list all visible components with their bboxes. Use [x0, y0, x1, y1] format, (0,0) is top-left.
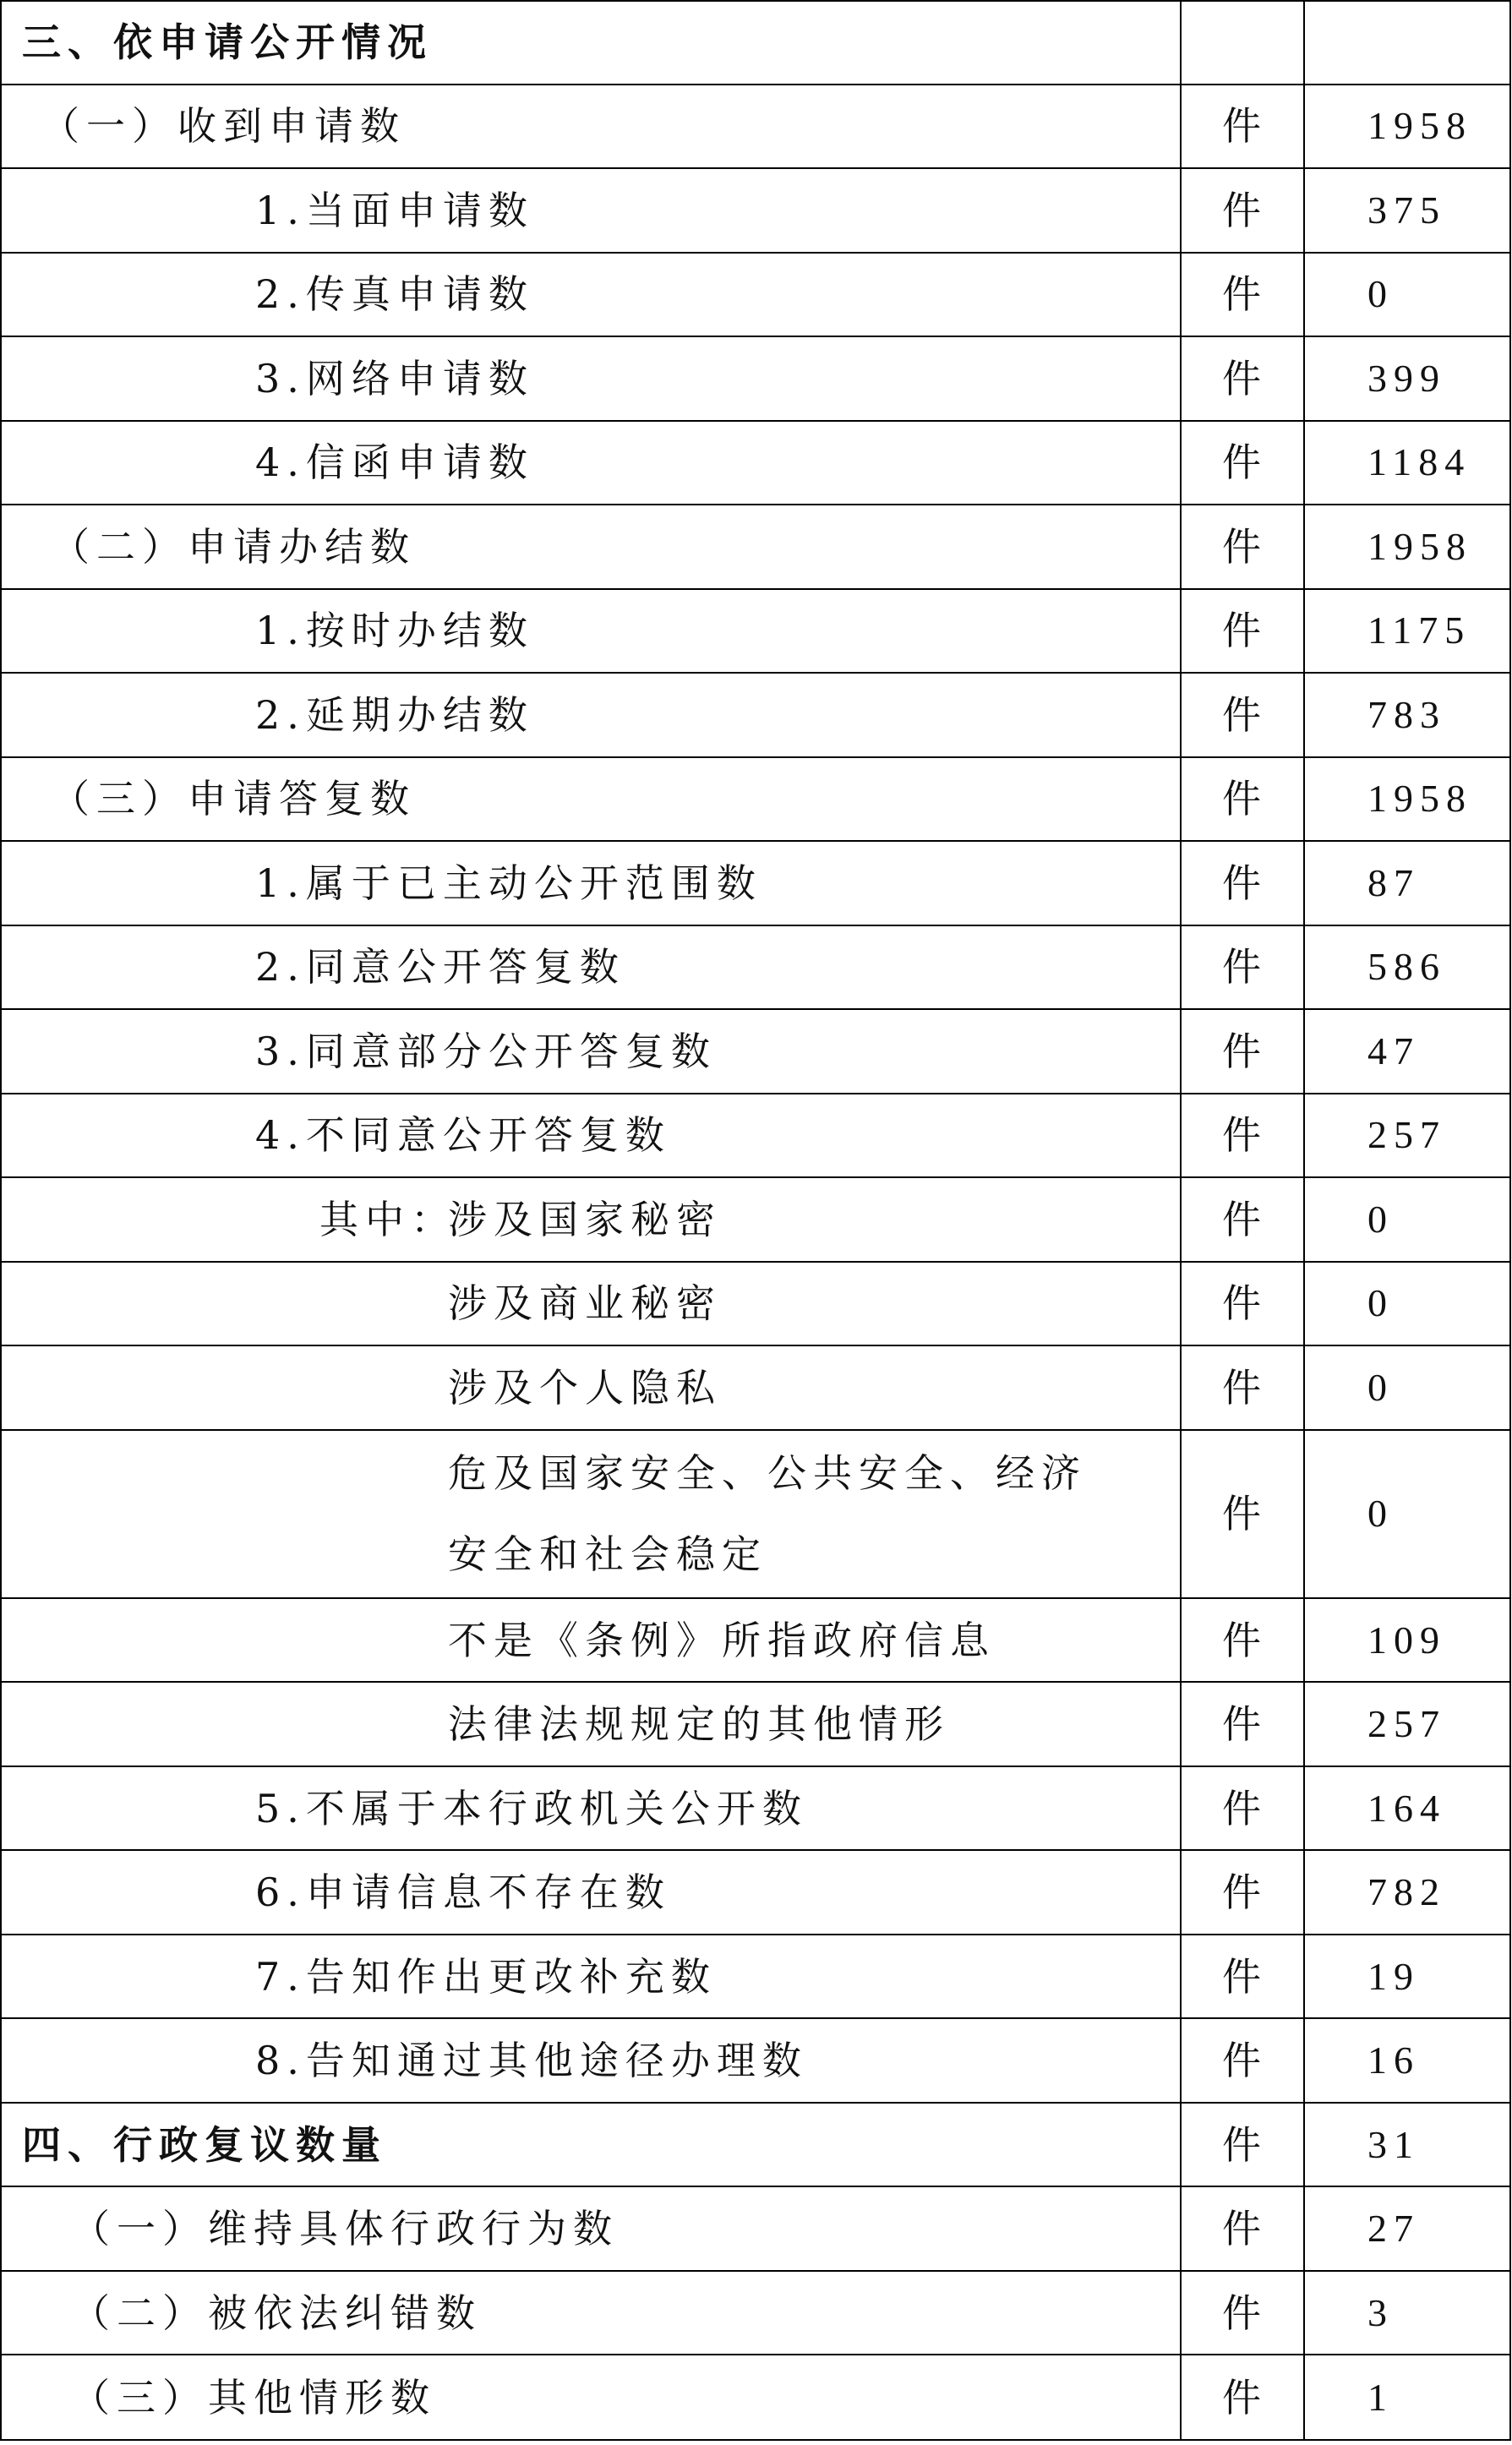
unit-cell: 件 — [1181, 2103, 1304, 2187]
row-prefix: 其中： — [319, 1196, 456, 1242]
table-row — [1, 841, 1510, 925]
value-cell: 0 — [1304, 1345, 1510, 1430]
unit-cell: 件 — [1181, 1009, 1304, 1094]
unit-cell: 件 — [1181, 1094, 1304, 1178]
value-cell: 375 — [1304, 168, 1510, 253]
unit-cell: 件 — [1181, 85, 1304, 169]
table-row — [1, 168, 1510, 253]
table-row — [1, 421, 1510, 505]
table-row — [1, 505, 1510, 589]
table-row — [1, 2103, 1510, 2187]
row-label: （三）其他情形数 — [1, 2355, 1181, 2440]
unit-cell: 件 — [1181, 336, 1304, 421]
unit-cell: 件 — [1181, 168, 1304, 253]
value-cell: 19 — [1304, 1935, 1510, 2019]
row-label: 1.按时办结数 — [1, 589, 1181, 674]
table-row — [1, 589, 1510, 674]
value-cell — [1304, 1, 1510, 85]
unit-cell: 件 — [1181, 1262, 1304, 1346]
unit-cell: 件 — [1181, 1850, 1304, 1935]
row-label: 1.属于已主动公开范围数 — [1, 841, 1181, 925]
table-row — [1, 336, 1510, 421]
row-label: 5.不属于本行政机关公开数 — [1, 1766, 1181, 1851]
unit-cell: 件 — [1181, 2018, 1304, 2103]
value-cell: 1175 — [1304, 589, 1510, 674]
section-title-application-disclosure: 三、依申请公开情况 — [1, 1, 1181, 85]
table-row — [1, 2355, 1510, 2440]
value-cell: 109 — [1304, 1598, 1510, 1683]
unit-cell: 件 — [1181, 253, 1304, 337]
row-label: （一）维持具体行政行为数 — [1, 2186, 1181, 2271]
row-label: （三）申请答复数 — [1, 757, 1181, 842]
unit-cell: 件 — [1181, 2355, 1304, 2440]
value-cell: 782 — [1304, 1850, 1510, 1935]
row-label: （一）收到申请数 — [1, 85, 1181, 169]
value-cell: 0 — [1304, 1430, 1510, 1598]
table-row — [1, 1177, 1510, 1262]
table-row — [1, 1766, 1510, 1851]
unit-cell: 件 — [1181, 1430, 1304, 1598]
table-row — [1, 1598, 1510, 1683]
section-title-admin-review: 四、行政复议数量 — [1, 2103, 1181, 2187]
value-cell: 1958 — [1304, 505, 1510, 589]
table-row — [1, 85, 1510, 169]
unit-cell: 件 — [1181, 421, 1304, 505]
table-row — [1, 1682, 1510, 1766]
value-cell: 1184 — [1304, 421, 1510, 505]
value-cell: 16 — [1304, 2018, 1510, 2103]
row-label: 8.告知通过其他途径办理数 — [1, 2018, 1181, 2103]
row-label: 3.同意部分公开答复数 — [1, 1009, 1181, 1094]
value-cell: 783 — [1304, 673, 1510, 757]
table-row — [1, 2271, 1510, 2355]
row-label: 危及国家安全、公共安全、经济安全和社会稳定 — [1, 1430, 1181, 1598]
table-row — [1, 1009, 1510, 1094]
row-label: 2.延期办结数 — [1, 673, 1181, 757]
value-cell: 1958 — [1304, 757, 1510, 842]
unit-cell: 件 — [1181, 1766, 1304, 1851]
value-cell: 0 — [1304, 253, 1510, 337]
value-cell: 1 — [1304, 2355, 1510, 2440]
unit-cell: 件 — [1181, 1177, 1304, 1262]
value-cell: 586 — [1304, 925, 1510, 1010]
row-label: 4.不同意公开答复数 — [1, 1094, 1181, 1178]
row-label: 2.传真申请数 — [1, 253, 1181, 337]
unit-cell: 件 — [1181, 1345, 1304, 1430]
row-label: 7.告知作出更改补充数 — [1, 1935, 1181, 2019]
value-cell: 1958 — [1304, 85, 1510, 169]
table-row — [1, 1345, 1510, 1430]
table-row — [1, 1, 1510, 85]
table-row — [1, 673, 1510, 757]
table-row — [1, 2186, 1510, 2271]
row-label: 不是《条例》所指政府信息 — [1, 1598, 1181, 1683]
row-label: 4.信函申请数 — [1, 421, 1181, 505]
unit-cell: 件 — [1181, 673, 1304, 757]
table-row — [1, 253, 1510, 337]
unit-cell: 件 — [1181, 1598, 1304, 1683]
unit-cell: 件 — [1181, 841, 1304, 925]
unit-cell: 件 — [1181, 757, 1304, 842]
table-row — [1, 1935, 1510, 2019]
unit-cell: 件 — [1181, 925, 1304, 1010]
value-cell: 27 — [1304, 2186, 1510, 2271]
table-row — [1, 1430, 1510, 1598]
unit-cell: 件 — [1181, 1935, 1304, 2019]
table-row — [1, 1262, 1510, 1346]
row-label: 涉及商业秘密 — [1, 1262, 1181, 1346]
table-row — [1, 757, 1510, 842]
row-label: 法律法规规定的其他情形 — [1, 1682, 1181, 1766]
value-cell: 31 — [1304, 2103, 1510, 2187]
row-label: 2.同意公开答复数 — [1, 925, 1181, 1010]
unit-cell: 件 — [1181, 505, 1304, 589]
value-cell: 87 — [1304, 841, 1510, 925]
unit-cell: 件 — [1181, 2186, 1304, 2271]
row-label: （二）被依法纠错数 — [1, 2271, 1181, 2355]
value-cell: 47 — [1304, 1009, 1510, 1094]
unit-cell: 件 — [1181, 589, 1304, 674]
row-label: （二）申请办结数 — [1, 505, 1181, 589]
value-cell: 3 — [1304, 2271, 1510, 2355]
row-label: 其中：涉及国家秘密 — [1, 1177, 1181, 1262]
row-label: 1.当面申请数 — [1, 168, 1181, 253]
value-cell: 399 — [1304, 336, 1510, 421]
table-row — [1, 1094, 1510, 1178]
value-cell: 0 — [1304, 1177, 1510, 1262]
table-row — [1, 2018, 1510, 2103]
row-label: 涉及个人隐私 — [1, 1345, 1181, 1430]
unit-cell: 件 — [1181, 1682, 1304, 1766]
unit-cell: 件 — [1181, 2271, 1304, 2355]
table-row — [1, 925, 1510, 1010]
value-cell: 257 — [1304, 1094, 1510, 1178]
row-label: 3.网络申请数 — [1, 336, 1181, 421]
value-cell: 257 — [1304, 1682, 1510, 1766]
table-row — [1, 1850, 1510, 1935]
unit-cell — [1181, 1, 1304, 85]
value-cell: 164 — [1304, 1766, 1510, 1851]
row-label: 6.申请信息不存在数 — [1, 1850, 1181, 1935]
value-cell: 0 — [1304, 1262, 1510, 1346]
